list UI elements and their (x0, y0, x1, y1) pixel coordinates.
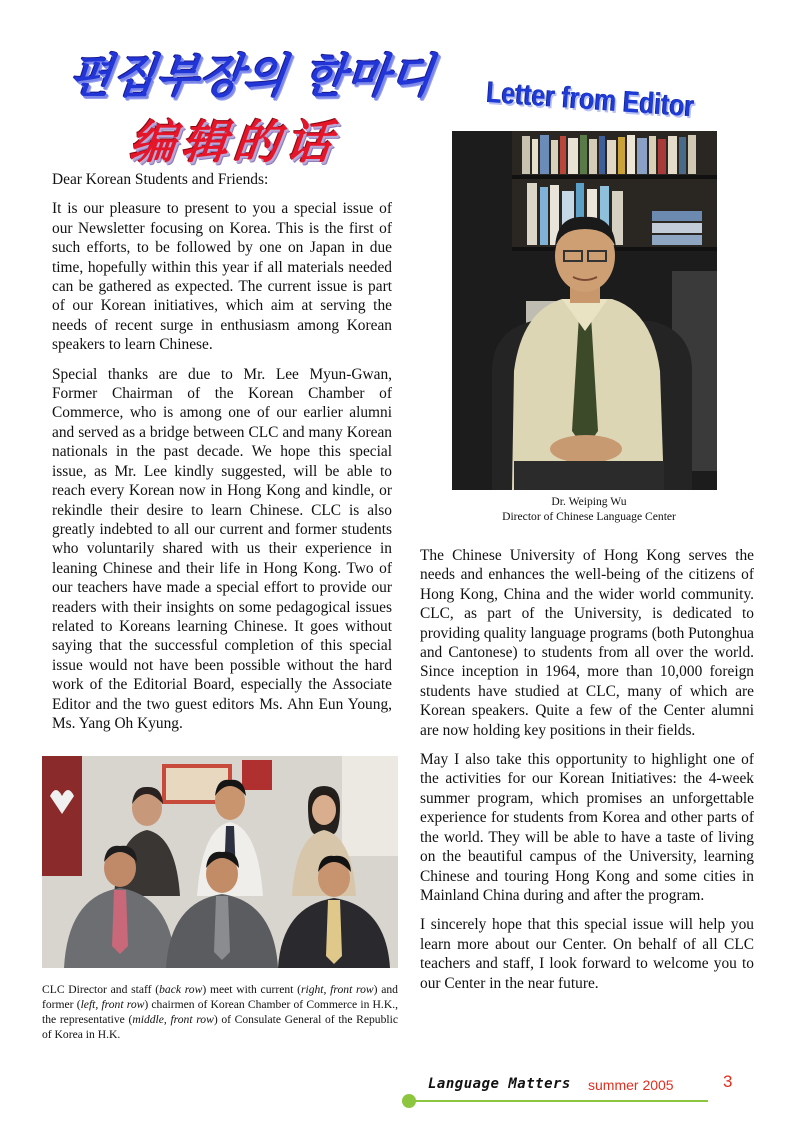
letter-left-column (52, 170, 392, 743)
group-photo (42, 756, 398, 968)
caption-text: ) and former ( (42, 983, 398, 1011)
chinese-title: 编辑的话 (126, 115, 341, 169)
caption-text: ) meet with current ( (202, 983, 301, 996)
footer-brand: Language Matters (428, 1076, 571, 1092)
editor-photo-illustration (452, 131, 717, 490)
caption-text: CLC Director and staff ( (42, 983, 160, 996)
editor-role: Director of Chinese Language Center (502, 510, 676, 523)
letter-paragraph: May I also take this opportunity to highlight one of the activities for our Korean Initiatives: the 4-week summer program, which promises an unforgettable experience for students from Korea and other parts of the world. They will be able to have a taste of living on the beautiful campus of the University, learning Chinese and touring Hong Kong and some cities in Mainland China during and after the program. (420, 751, 754, 904)
caption-italic: right, front row (300, 983, 374, 996)
letter-paragraph: I sincerely hope that this special issue will help you learn more about our Center. On behalf of all CLC teachers and staff, I look forward to welcome you to our Center in the near future. (420, 916, 754, 992)
letter-right-column (420, 546, 754, 1003)
footer-dot (402, 1094, 416, 1108)
caption-italic: middle, front row (132, 1013, 214, 1026)
caption-italic: left, front row (80, 998, 145, 1011)
editor-name: Dr. Weiping Wu (551, 495, 627, 508)
korean-title: 편집부장의 한마디 (65, 49, 438, 104)
letter-paragraph: Special thanks are due to Mr. Lee Myun-Gwan, Former Chairman of the Korean Chamber of Commerce, who is among one of our earlier alumni and served as a bridge between CLC and many Korean nationals in the past decade. We hope this special issue, as Mr. Lee kindly suggested, will be able to reach every Korean now in Hong Kong and kindle, or rekindle their desire to learn Chinese. CLC is also greatly indebted to all our current and former students who voluntarily shared with us their experience in leaning Chinese and their life in Hong Kong. Two of our teachers have made a special effort to provide our readers with their insights on some pedagogical issues related to Koreans learning Chinese. It goes without saying that the successful completion of this special issue would not have been possible without the hard work of the Editorial Board, especially the Associate Editor and the two guest editors Ms. Ahn Eun Young, Ms. Yang Oh Kyung. (52, 365, 392, 732)
group-photo-caption (42, 982, 398, 1042)
editor-photo (452, 131, 717, 490)
caption-text: ) of Consulate General of the Republic of Korea in H.K. (42, 1013, 398, 1041)
footer-season: summer 2005 (588, 1077, 674, 1093)
english-title: Letter from Editor (485, 76, 696, 124)
letter-paragraph: It is our pleasure to present to you a special issue of our Newsletter focusing on Korea. This is the first of such efforts, to be followed by one on Japan in due time, hopefully within this year if all materials needed can be gathered as expected. The current issue is part of our Korean initiatives, which aim at serving the needs of recent surge in enthusiasm among Korean speakers to learn Chinese. (52, 200, 392, 354)
letter-paragraph: The Chinese University of Hong Kong serves the needs and enhances the well-being of the citizens of Hong Kong, China and the wider world community. CLC, as part of the University, is dedicated to providing quality language programs (both Putonghua and Cantonese) to students from all over the world. Since inception in 1964, more than 10,000 foreign students have studied at CLC, many of which are Korean speakers. Quite a few of the Center alumni are now holding key positions in their fields. (420, 547, 754, 739)
page-number: 3 (723, 1072, 733, 1091)
group-photo-illustration (42, 756, 398, 968)
footer-rule (408, 1100, 708, 1102)
editor-caption (452, 494, 726, 524)
caption-italic: back row (159, 983, 203, 996)
caption-text: ) chairmen of Korean Chamber of Commerce in H.K., the representative ( (42, 998, 399, 1026)
letter-greeting: Dear Korean Students and Friends: (52, 171, 269, 188)
